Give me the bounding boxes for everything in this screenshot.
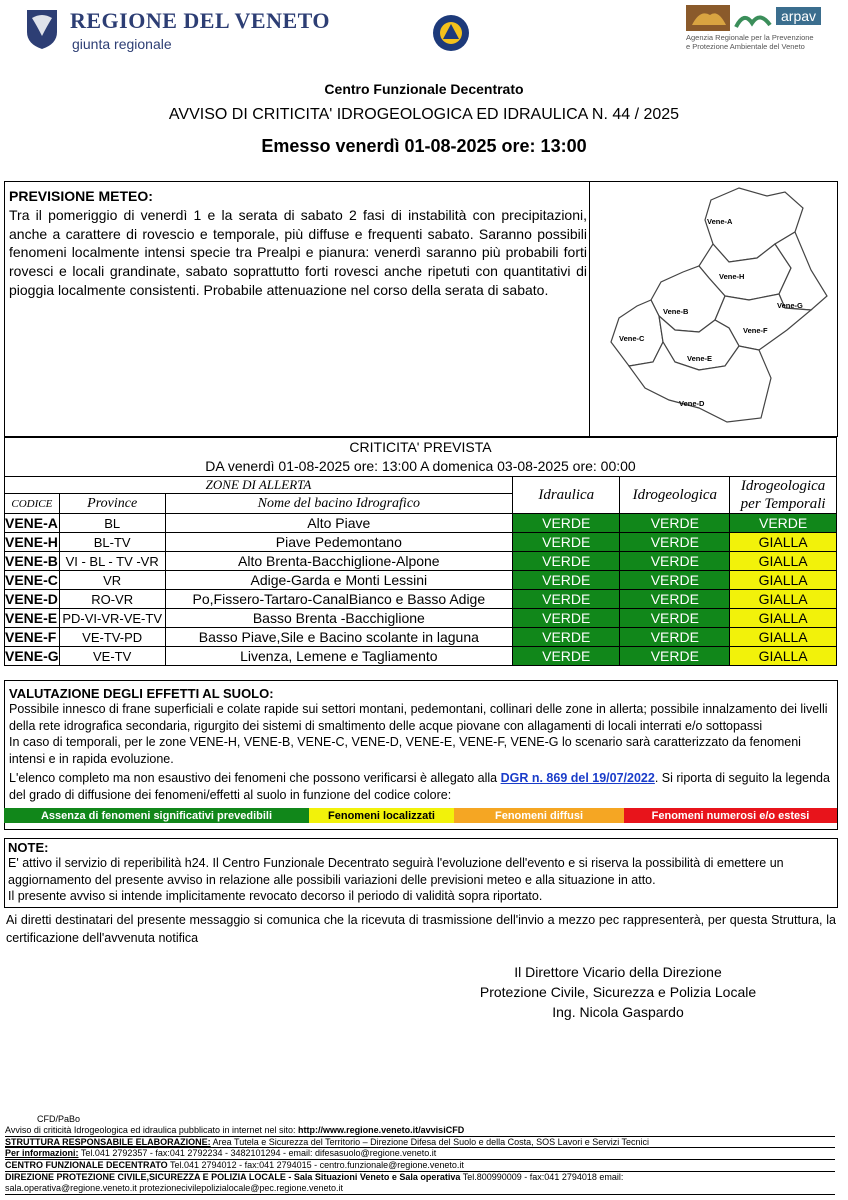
regione-shield-icon — [25, 8, 59, 50]
footer-line-4 — [5, 1160, 835, 1172]
footer-l5-a: DIREZIONE PROTEZIONE CIVILE,SICUREZZA E POLIZIA LOCALE - Sala Situazioni Veneto e Sala operativa — [5, 1171, 461, 1182]
protezione-civile-logo-icon — [432, 14, 470, 52]
criticita-row — [5, 628, 837, 647]
cell-idraulica: VERDE — [513, 647, 620, 666]
valutazione-p3-a: L'elenco completo ma non esaustivo dei fenomeni che possono verificarsi è allegato alla — [9, 771, 501, 785]
footer-l3-a: Per informazioni: — [5, 1148, 79, 1159]
cell-idraulica: VERDE — [513, 590, 620, 609]
note-box — [4, 838, 838, 908]
col-temporali — [730, 477, 837, 514]
cell-temporali: GIALLA — [730, 552, 837, 571]
col-temporali-line1: Idrogeologica — [740, 478, 826, 494]
valutazione-p1: Possibile innesco di frane superficiali e colate rapide sui settori montani, pedemontani, collinari delle zone in allerta; possibile innalzamento dei livelli della rete idrografica secondaria, rigurgito dei sistemi di smaltimento delle acque piovane con allagamenti di locali interrati e/o sottopassi — [9, 702, 828, 733]
criticita-row — [5, 571, 837, 590]
footer — [5, 1114, 835, 1195]
firma — [440, 962, 796, 1022]
cell-codice: VENE-A — [5, 515, 58, 531]
valutazione-heading: VALUTAZIONE DEGLI EFFETTI AL SUOLO: — [9, 686, 274, 701]
cell-codice: VENE-D — [5, 591, 58, 607]
meteo-heading: PREVISIONE METEO: — [9, 188, 153, 204]
cell-temporali: VERDE — [730, 514, 837, 533]
map-label-vene-f: Vene-F — [743, 326, 768, 335]
cell-temporali: GIALLA — [730, 647, 837, 666]
cell-bacino: Basso Piave,Sile e Bacino scolante in laguna — [165, 628, 512, 647]
note-p1: E' attivo il servizio di reperibilità h24. Il Centro Funzionale Decentrato seguirà l'evoluzione dell'evento e si riserva la possibilità di emettere un aggiornamento del presente avviso in relazione alle possibili variazioni delle previsioni meteo e alla situazione in atto. — [8, 856, 784, 887]
firma-line3: Ing. Nicola Gaspardo — [552, 1004, 684, 1020]
cell-idrogeologica: VERDE — [620, 628, 730, 647]
footer-line-1 — [5, 1125, 835, 1137]
cell-codice: VENE-F — [5, 628, 60, 647]
map-zone-c — [611, 300, 663, 366]
cell-province: BL-TV — [59, 533, 165, 552]
legend-bar — [4, 808, 837, 823]
note-heading: NOTE: — [8, 840, 49, 855]
footer-site-link[interactable]: http://www.regione.veneto.it/avvisiCFD — [298, 1124, 465, 1135]
cell-bacino: Adige-Garda e Monti Lessini — [165, 571, 512, 590]
map-label-vene-b: Vene-B — [663, 307, 689, 316]
meteo-box — [4, 181, 590, 437]
footer-l1-a: Avviso di criticità Idrogeologica ed idraulica pubblicato in internet nel sito: — [5, 1124, 298, 1135]
cell-temporali: GIALLA — [730, 628, 837, 647]
cell-codice: VENE-E — [5, 609, 60, 628]
legend-item: Assenza di fenomeni significativi prevedibili — [4, 808, 309, 823]
cell-temporali: GIALLA — [730, 609, 837, 628]
cell-idrogeologica: VERDE — [620, 647, 730, 666]
valutazione-p3-b: . Si riporta di seguito la legenda del grado di diffusione dei fenomeni/effetti al suolo in funzione del codice colore: — [9, 771, 830, 802]
valutazione-p3 — [9, 770, 835, 803]
cell-idrogeologica: VERDE — [620, 571, 730, 590]
cell-idraulica: VERDE — [513, 533, 620, 552]
footer-l4-b: Tel.041 2794012 - fax:041 2794015 - centro.funzionale@regione.veneto.it — [167, 1160, 464, 1171]
veneto-map — [589, 182, 837, 436]
cell-idraulica: VERDE — [513, 628, 620, 647]
cell-idrogeologica: VERDE — [620, 533, 730, 552]
map-label-vene-c: Vene-C — [619, 334, 645, 343]
cell-province: VI - BL - TV -VR — [59, 552, 165, 571]
regione-veneto-logo — [0, 0, 331, 58]
footer-line-6: sala.operativa@regione.veneto.it protezionecivilepolizialocale@pec.regione.veneto.it — [5, 1183, 835, 1195]
cell-province: VR — [59, 571, 165, 590]
criticita-row — [5, 552, 837, 571]
criticita-row — [5, 609, 837, 628]
footer-l2-a: STRUTTURA RESPONSABILE ELABORAZIONE: — [5, 1136, 211, 1147]
cell-idrogeologica: VERDE — [620, 552, 730, 571]
cell-bacino: Livenza, Lemene e Tagliamento — [165, 647, 512, 666]
map-label-vene-e: Vene-E — [687, 354, 713, 363]
arpav-wave-icon — [734, 9, 772, 31]
cell-temporali: GIALLA — [730, 533, 837, 552]
cell-idraulica: VERDE — [513, 571, 620, 590]
criticita-row — [5, 647, 837, 666]
criticita-header — [5, 438, 837, 477]
col-codice: CODICE — [5, 494, 60, 514]
col-bacino: Nome del bacino Idrografico — [165, 494, 512, 514]
valutazione-p2: In caso di temporali, per le zone VENE-H, VENE-B, VENE-C, VENE-D, VENE-E, VENE-F, VENE-G lo scenario sarà caratterizzato da fenomeni intensi e in rapida evoluzione. — [9, 735, 801, 766]
footer-line-2 — [5, 1137, 835, 1149]
dgr-link[interactable]: DGR n. 869 del 19/07/2022 — [500, 771, 655, 785]
cell-bacino: Basso Brenta -Bacchiglione — [165, 609, 512, 628]
cell-temporali: GIALLA — [730, 590, 837, 609]
arpav-line-2: e Protezione Ambientale del Veneto — [686, 42, 805, 51]
cell-province: RO-VR — [59, 590, 165, 609]
criticita-period: DA venerdì 01-08-2025 ore: 13:00 A domenica 03-08-2025 ore: 00:00 — [205, 458, 636, 474]
note-text — [8, 855, 834, 905]
footer-l5-b: Tel.800990009 - fax:041 2794018 email: — [460, 1171, 624, 1182]
cell-idraulica: VERDE — [513, 609, 620, 628]
cell-codice: VENE-C — [5, 572, 58, 588]
legend-item: Fenomeni numerosi e/o estesi — [624, 808, 837, 823]
cell-temporali: GIALLA — [730, 571, 837, 590]
cell-bacino: Alto Brenta-Bacchiglione-Alpone — [165, 552, 512, 571]
cell-idrogeologica: VERDE — [620, 590, 730, 609]
cell-codice: VENE-H — [5, 534, 58, 550]
cell-idrogeologica: VERDE — [620, 609, 730, 628]
legend-item: Fenomeni localizzati — [309, 808, 454, 823]
emesso-title: Emesso venerdì 01-08-2025 ore: 13:00 — [261, 136, 587, 156]
criticita-row — [5, 533, 837, 552]
arpav-lion-icon — [686, 5, 730, 31]
zone-allerta-header: ZONE DI ALLERTA — [5, 477, 513, 494]
arpav-line-1: Agenzia Regionale per la Prevenzione — [686, 33, 814, 42]
footer-l4-a: CENTRO FUNZIONALE DECENTRATO — [5, 1160, 168, 1171]
firma-line1: Il Direttore Vicario della Direzione — [514, 964, 722, 980]
cell-codice: VENE-G — [5, 648, 59, 664]
cell-province: BL — [59, 514, 165, 533]
firma-line2: Protezione Civile, Sicurezza e Polizia Locale — [479, 984, 757, 1000]
map-label-vene-h: Vene-H — [719, 272, 745, 281]
footer-l3-b: Tel.041 2792357 - fax:041 2792234 - 3482101294 - email: difesasuolo@regione.veneto.it — [78, 1148, 437, 1159]
cell-idrogeologica: VERDE — [620, 514, 730, 533]
centro-title: Centro Funzionale Decentrato — [324, 81, 524, 97]
arpav-name: arpav — [776, 7, 821, 25]
criticita-row — [5, 514, 837, 533]
alert-zones-map — [589, 181, 838, 437]
cell-province: VE-TV-PD — [59, 628, 165, 647]
col-temporali-line2: per Temporali — [740, 496, 826, 512]
cell-province: VE-TV — [59, 647, 165, 666]
criticita-title: CRITICITA' PREVISTA — [349, 439, 492, 455]
criticita-row — [5, 590, 837, 609]
regione-name: REGIONE DEL VENETO — [70, 8, 331, 33]
arpav-description — [686, 33, 814, 51]
cell-idraulica: VERDE — [513, 552, 620, 571]
destinatari-text: Ai diretti destinatari del presente messaggio si comunica che la ricevuta di trasmissione dell'invio a mezzo pec rappresenterà, per questa Struttura, la certificazione dell'avvenuta notifica — [6, 913, 836, 945]
map-label-vene-g: Vene-G — [777, 301, 803, 310]
meteo-text: Tra il pomeriggio di venerdì 1 e la serata di sabato 2 fasi di instabilità con precipitazioni, anche a carattere di rovescio e temporale, più diffuse e frequenti sabato. Saranno possibili fenomeni localmente intensi specie tra Prealpi e pianura: venerdì saranno più probabili forti rovesci e locali grandinate, sabato soprattutto forti rovesci anche ripetuti con quantitativi di pioggia localmente consistenti. Probabile attenuazione nel corso della serata di sabato. — [9, 207, 587, 298]
legend-item: Fenomeni diffusi — [454, 808, 624, 823]
cell-bacino: Piave Pedemontano — [165, 533, 512, 552]
cell-bacino: Alto Piave — [165, 514, 512, 533]
regione-subtitle: giunta regionale — [72, 36, 172, 52]
note-p2: Il presente avviso si intende implicitamente revocato decorso il periodo di validità sopra riportato. — [8, 889, 543, 903]
cell-codice: VENE-B — [5, 553, 58, 569]
cell-idraulica: VERDE — [513, 514, 620, 533]
arpav-logo — [686, 5, 816, 55]
map-label-vene-d: Vene-D — [679, 399, 705, 408]
footer-line-3 — [5, 1148, 835, 1160]
cell-province: PD-VI-VR-VE-TV — [59, 609, 165, 628]
footer-line-5 — [5, 1172, 835, 1183]
criticita-table — [4, 437, 837, 666]
map-label-vene-a: Vene-A — [707, 217, 733, 226]
footer-l2-b: Area Tutela e Sicurezza del Territorio – Direzione Difesa del Suolo e della Costa, SOS Lavori e Servizi Tecnici — [210, 1136, 650, 1147]
valutazione-text — [9, 701, 835, 803]
footer-cfd: CFD/PaBo — [37, 1114, 81, 1124]
avviso-title: AVVISO DI CRITICITA' IDROGEOLOGICA ED IDRAULICA N. 44 / 2025 — [168, 106, 680, 123]
col-province: Province — [59, 494, 165, 514]
col-idraulica: Idraulica — [513, 477, 620, 514]
col-idrogeologica: Idrogeologica — [620, 477, 730, 514]
cell-bacino: Po,Fissero-Tartaro-CanalBianco e Basso Adige — [165, 590, 512, 609]
